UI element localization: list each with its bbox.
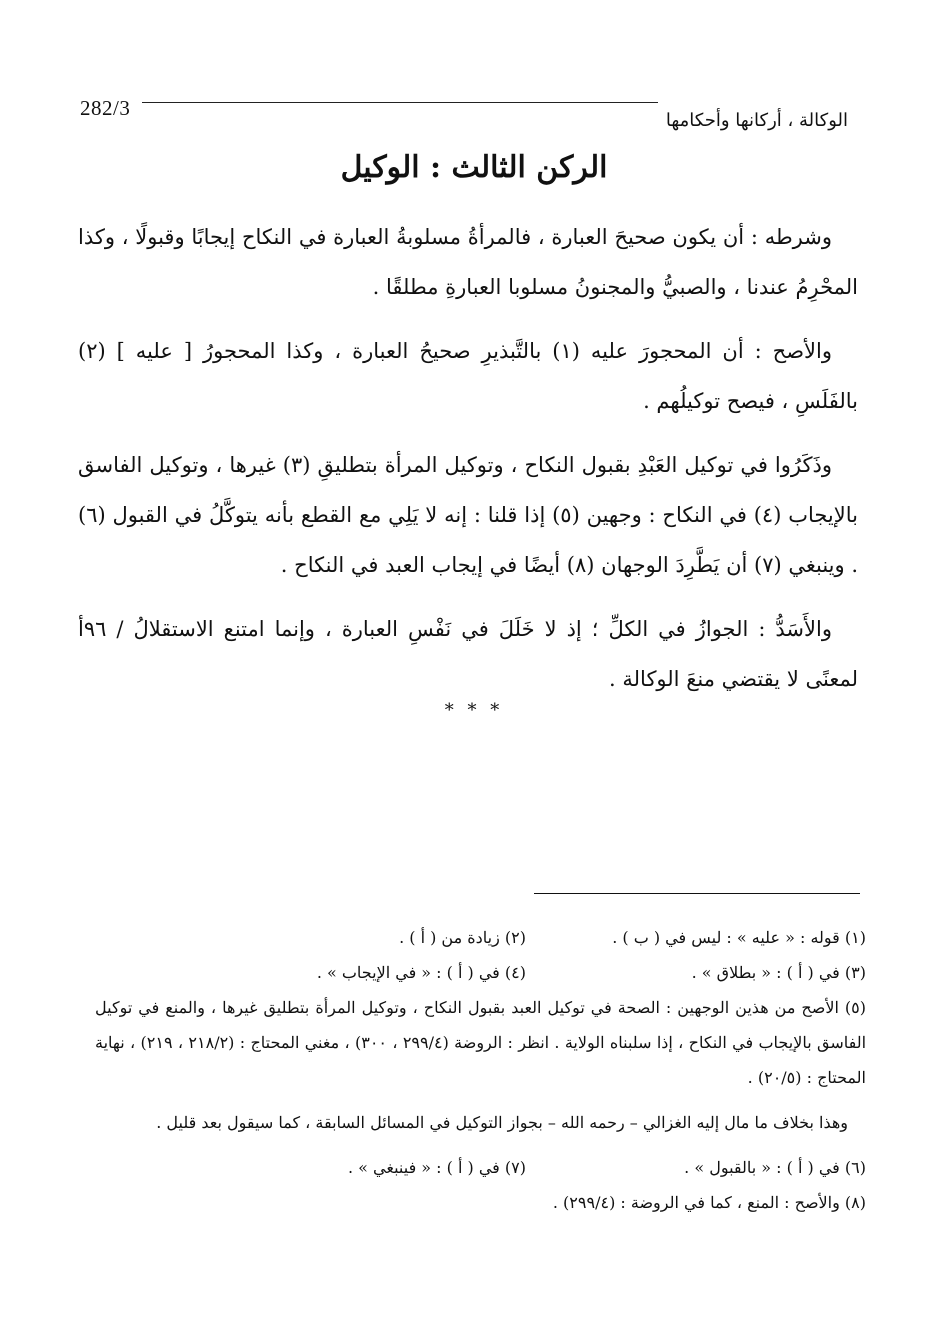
footnote-8: (٨) والأصح : المنع ، كما في الروضة : (٢٩٩/٤) . [552,1193,866,1212]
footnote-row [95,955,866,990]
footnote-3: (٣) في ( أ ) : « بطلاق » . [691,963,866,982]
footnote-6: (٦) في ( أ ) : « بالقبول » . [684,1158,866,1177]
footnote-row [95,920,866,955]
footnote-rule [534,893,860,894]
footnote-1: (١) قوله : « عليه » : ليس في ( ب ) . [612,928,866,947]
paragraph: وذَكَرُوا في توكيل العَبْدِ بقبول النكاح ، وتوكيل المرأة بتطليقِ (٣) غيرها ، وتوكيل الفاسق بالإيجاب (٤) في النكاح : وجهين (٥) إذا قلنا : إنه لا يَلِي مع القطع بأنه يتوكَّلُ في القبول (٦) . وينبغي (٧) أن يَطَّرِدَ الوجهان (٨) أيضًا في إيجاب العبد في النكاح . [78,453,858,577]
paragraph: وشرطه : أن يكون صحيحَ العبارة ، فالمرأةُ مسلوبةُ العبارة في النكاح إيجابًا وقبولًا ، وكذا المحْرِمُ عندنا ، والصبيُّ والمجنونُ مسلوبا العبارةِ مطلقًا . [78,225,858,299]
footnote-row [95,1150,866,1185]
page-header [80,88,848,131]
section-separator: * * * [444,700,504,721]
running-title: الوكالة ، أركانها وأحكامها [665,109,848,131]
footnote-5-continued: وهذا بخلاف ما مال إليه الغزالي – رحمه الله – بجواز التوكيل في المسائل السابقة ، كما سيقول بعد قليل . [156,1113,848,1132]
footnote-2: (٢) زيادة من ( أ ) . [399,928,526,947]
footnote-5: (٥) الأصح من هذين الوجهين : الصحة في توكيل العبد بقبول النكاح ، وتوكيل المرأة بتطليق غيرها ، والمنع في توكيل الفاسق بالإيجاب في النكاح ، إذا سلبناه الولاية . انظر : الروضة (٢٩٩/٤ ، ٣٠٠) ، مغني المحتاج : (٢١٨/٢ ، ٢١٩) ، نهاية المحتاج : (٢٠/٥) . [95,998,867,1087]
paragraph: والأَسَدُّ : الجوازُ في الكلِّ ؛ إذ لا خَلَلَ في نَفْسِ العبارة ، وإنما امتنع الاستقلالُ / ٩٦أ لمعنًى لا يقتضي منعَ الوكالة . [78,617,858,691]
footnotes [95,920,866,1220]
section-title: الركن الثالث : الوكيل [340,150,608,185]
footnote-4: (٤) في ( أ ) : « في الإيجاب » . [316,963,526,982]
page-number: 282/3 [80,95,131,120]
footnote-7: (٧) في ( أ ) : « فينبغي » . [347,1158,526,1177]
paragraph: والأصح : أن المحجورَ عليه (١) بالتَّبذيرِ صحيحُ العبارة ، وكذا المحجورُ [ عليه ] (٢) بالفَلَسِ ، فيصح توكيلُهم . [78,339,858,413]
main-text [78,212,858,718]
header-rule [142,102,658,103]
